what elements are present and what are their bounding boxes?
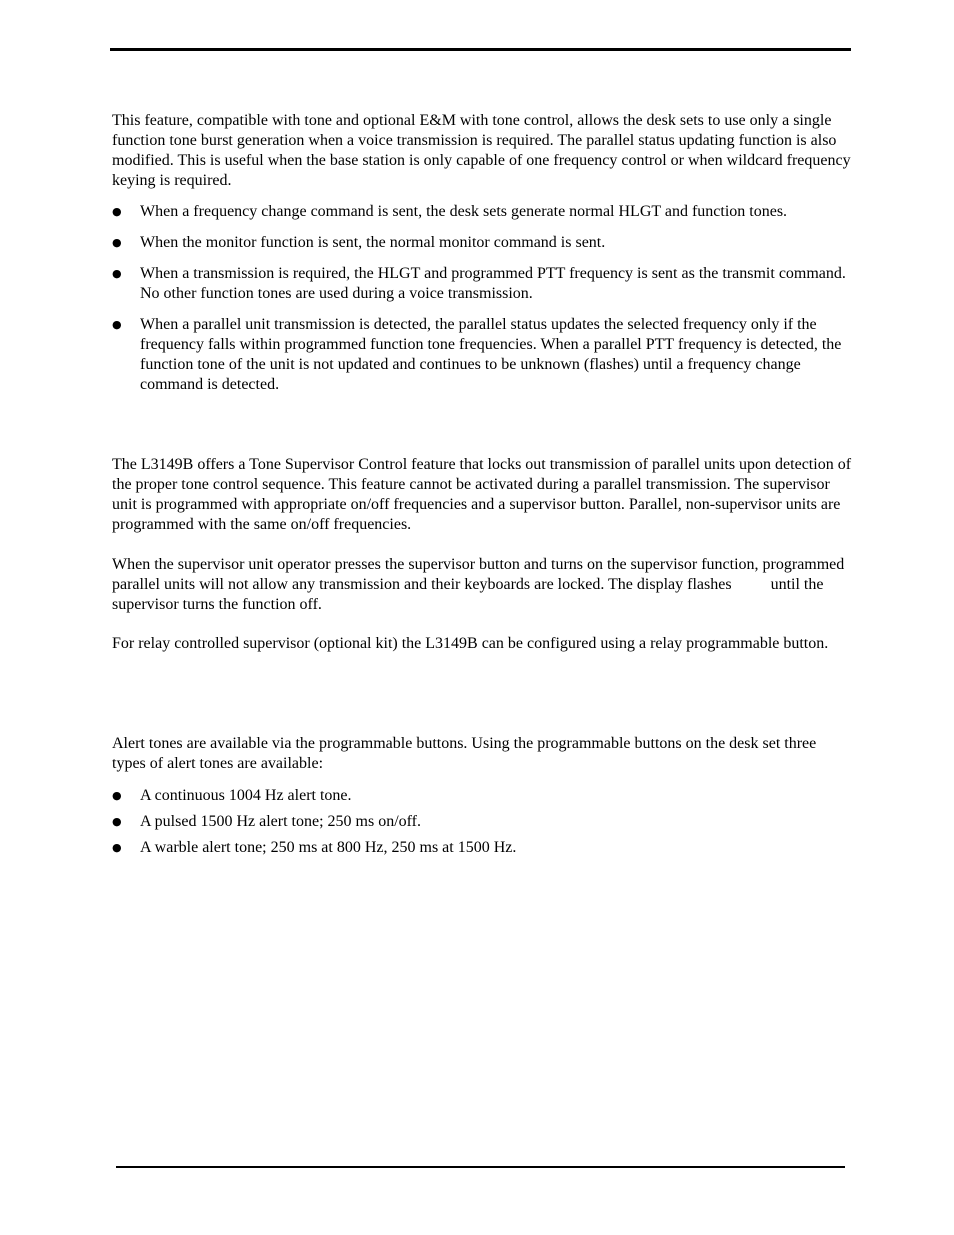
supervisor-paragraph-3: For relay controlled supervisor (optional kit) the L3149B can be configured using a relay programmable button. [112,635,829,652]
list-item-text: A continuous 1004 Hz alert tone. [140,787,352,804]
list-item-text: When the monitor function is sent, the normal monitor command is sent. [140,234,606,251]
footer-rule [116,1166,845,1168]
list-item [112,315,852,395]
list-item-text: A pulsed 1500 Hz alert tone; 250 ms on/off. [140,813,421,830]
bullet-icon: ● [112,841,122,854]
supervisor-paragraph-1: The L3149B offers a Tone Supervisor Control feature that locks out transmission of parallel units upon detection of the proper tone control sequence. This feature cannot be activated during a parallel transmission. The supervisor unit is programmed with appropriate on/off frequencies and a supervisor button. Parallel, non-supervisor units are programmed with the same on/off frequencies. [112,456,852,533]
bullet-icon: ● [112,318,122,331]
supervisor-paragraph-2-text: When the supervisor unit operator presses the supervisor button and turns on the supervisor function, programmed parallel units will not allow any transmission and their keyboards are locked. The display [112,556,845,593]
list-item [112,838,852,858]
list-item-text: When a parallel unit transmission is detected, the parallel status updates the selected frequency only if the frequency falls within programmed function tone frequencies. When a parallel PTT frequency is detected, the function tone of the unit is not updated and continues to be unknown (flashes) until a frequency change command is detected. [140,316,842,393]
alert-bullet-list [112,786,852,858]
list-item [112,233,852,253]
list-item [112,786,852,806]
list-item [112,264,852,304]
list-item-text: When a transmission is required, the HLGT and programmed PTT frequency is sent as the transmit command. No other function tones are used during a voice transmission. [140,265,846,302]
bullet-icon: ● [112,205,122,218]
list-item [112,202,852,222]
header-rule [110,48,851,51]
supervisor-paragraph-2 [112,555,852,615]
single-tone-bullet-list [112,202,852,395]
bullet-icon: ● [112,236,122,249]
single-tone-intro: This feature, compatible with tone and optional E&M with tone control, allows the desk sets to use only a single function tone burst generation when a voice transmission is required. The parallel status updating function is also modified. This is useful when the base station is only capable of one frequency control or when wildcard frequency keying is required. [112,112,851,189]
list-item [112,812,852,832]
flashes-word: flashes [687,576,732,593]
alert-intro: Alert tones are available via the programmable buttons. Using the programmable buttons on the desk set three types of alert tones are available: [112,735,817,772]
bullet-icon: ● [112,815,122,828]
supervisor-paragraph-2-end: until the supervisor turns the function off. [112,576,824,613]
list-item-text: When a frequency change command is sent, the desk sets generate normal HLGT and function tones. [140,203,788,220]
list-item-text: A warble alert tone; 250 ms at 800 Hz, 250 ms at 1500 Hz. [140,839,517,856]
bullet-icon: ● [112,789,122,802]
bullet-icon: ● [112,267,122,280]
